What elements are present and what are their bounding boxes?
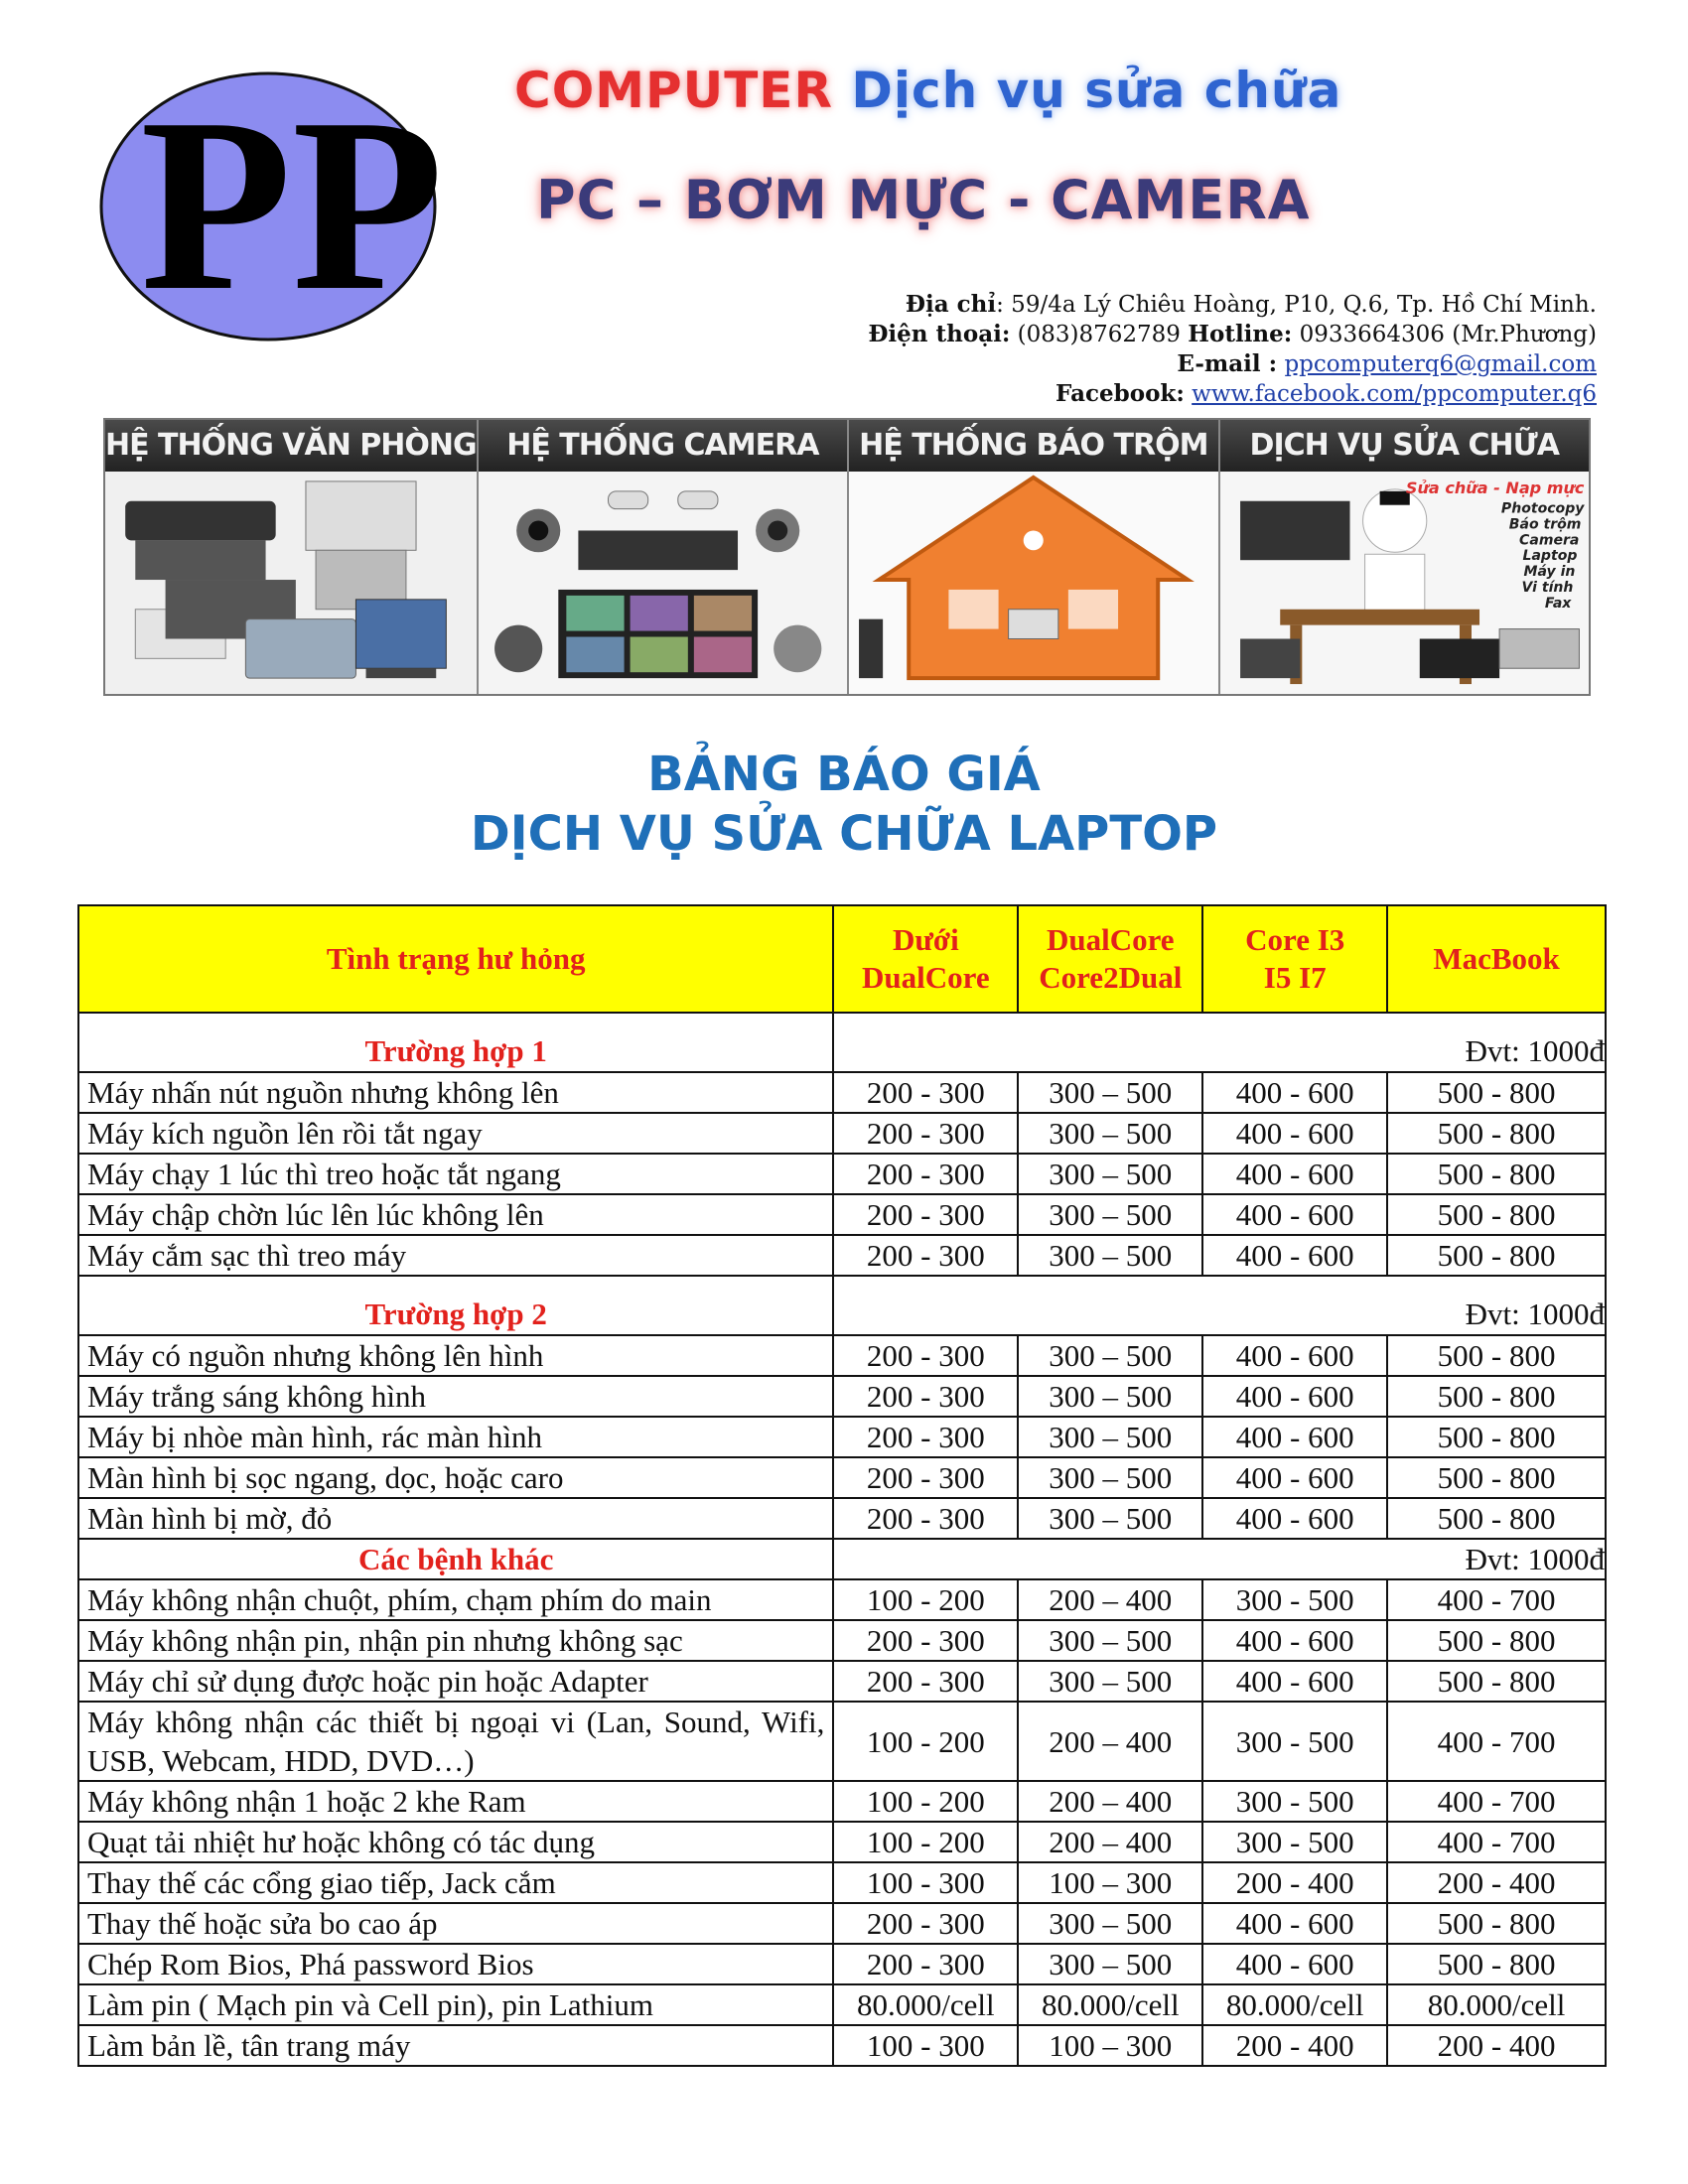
price-cell: 200 – 400 xyxy=(1018,1822,1202,1862)
price-cell: 100 – 300 xyxy=(1018,2025,1202,2066)
table-row xyxy=(78,1781,1606,1822)
phone-line: Điện thoại: (083)8762789 Hotline: 0933664306 (Mr.Phương) xyxy=(868,321,1597,347)
price-cell: 200 - 300 xyxy=(833,1620,1018,1661)
table-header-row xyxy=(78,905,1606,1013)
table-row xyxy=(78,1862,1606,1903)
table-row xyxy=(78,1154,1606,1194)
price-cell: 300 - 500 xyxy=(1202,1702,1387,1781)
repair-list-2: Báo trộm xyxy=(1508,516,1581,533)
price-cell: 300 – 500 xyxy=(1018,1620,1202,1661)
condition-cell: Màn hình bị mờ, đỏ xyxy=(78,1498,833,1539)
price-cell: 200 - 300 xyxy=(833,1417,1018,1457)
price-cell: 500 - 800 xyxy=(1387,1194,1606,1235)
condition-cell: Máy kích nguồn lên rồi tắt ngay xyxy=(78,1113,833,1154)
price-cell: 200 - 300 xyxy=(833,1376,1018,1417)
price-cell: 400 - 700 xyxy=(1387,1822,1606,1862)
condition-cell: Máy nhấn nút nguồn nhưng không lên xyxy=(78,1072,833,1113)
table-row xyxy=(78,1113,1606,1154)
price-cell: 200 - 300 xyxy=(833,1154,1018,1194)
table-row xyxy=(78,1702,1606,1781)
price-cell: 100 - 300 xyxy=(833,1862,1018,1903)
condition-cell: Máy cắm sạc thì treo máy xyxy=(78,1235,833,1276)
office-equipment-illustration xyxy=(105,472,477,694)
table-row xyxy=(78,1376,1606,1417)
price-cell: 400 - 600 xyxy=(1202,1498,1387,1539)
col-header-below-dualcore: Dưới DualCore xyxy=(833,905,1018,1013)
price-cell: 300 – 500 xyxy=(1018,1457,1202,1498)
repair-list-6: Vi tính xyxy=(1521,579,1573,596)
price-cell: 200 - 300 xyxy=(833,1457,1018,1498)
address-line: Địa chỉ: 59/4a Lý Chiêu Hoàng, P10, Q.6, Tp. Hồ Chí Minh. xyxy=(905,291,1597,318)
price-cell: 80.000/cell xyxy=(1387,1984,1606,2025)
section-name: Các bệnh khác xyxy=(78,1539,833,1579)
table-row xyxy=(78,1417,1606,1457)
banner-camera xyxy=(479,420,849,694)
repair-service-illustration xyxy=(1220,472,1589,694)
price-cell: 300 – 500 xyxy=(1018,1944,1202,1984)
price-cell: 400 - 600 xyxy=(1202,1417,1387,1457)
col-header-macbook: MacBook xyxy=(1387,905,1606,1013)
table-row xyxy=(78,2025,1606,2066)
price-cell: 200 - 400 xyxy=(1202,1862,1387,1903)
price-cell: 300 – 500 xyxy=(1018,1335,1202,1376)
table-row xyxy=(78,1072,1606,1113)
email-line: E-mail : ppcomputerq6@gmail.com xyxy=(1177,350,1597,377)
price-cell: 500 - 800 xyxy=(1387,1903,1606,1944)
price-cell: 400 - 600 xyxy=(1202,1335,1387,1376)
price-cell: 200 - 300 xyxy=(833,1498,1018,1539)
price-cell: 300 – 500 xyxy=(1018,1072,1202,1113)
col-header-condition: Tình trạng hư hỏng xyxy=(78,905,833,1013)
price-cell: 200 - 300 xyxy=(833,1072,1018,1113)
price-cell: 300 – 500 xyxy=(1018,1903,1202,1944)
price-cell: 300 - 500 xyxy=(1202,1781,1387,1822)
logo-text: PP xyxy=(140,68,444,342)
table-row xyxy=(78,1498,1606,1539)
table-row xyxy=(78,1579,1606,1620)
banner-office xyxy=(105,420,479,694)
price-cell: 400 - 600 xyxy=(1202,1903,1387,1944)
email-link[interactable]: ppcomputerq6@gmail.com xyxy=(1284,351,1597,377)
price-cell: 400 - 600 xyxy=(1202,1661,1387,1702)
price-cell: 200 - 400 xyxy=(1387,2025,1606,2066)
brand-rest: Dịch vụ sửa chữa xyxy=(851,62,1342,119)
contact-block xyxy=(868,290,1597,409)
section-name: Trường hợp 1 xyxy=(78,1013,833,1072)
price-cell: 100 - 300 xyxy=(833,2025,1018,2066)
alarm-house-illustration xyxy=(849,472,1217,694)
price-cell: 200 - 300 xyxy=(833,1235,1018,1276)
section-name: Trường hợp 2 xyxy=(78,1276,833,1335)
price-cell: 400 - 600 xyxy=(1202,1235,1387,1276)
condition-cell: Máy bị nhòe màn hình, rác màn hình xyxy=(78,1417,833,1457)
condition-cell: Máy không nhận các thiết bị ngoại vi (Lan, Sound, Wifi, USB, Webcam, HDD, DVD…) xyxy=(78,1702,833,1781)
banner-alarm-title: HỆ THỐNG BÁO TRỘM xyxy=(849,420,1217,472)
table-row xyxy=(78,1235,1606,1276)
table-row xyxy=(78,1984,1606,2025)
condition-cell: Máy trắng sáng không hình xyxy=(78,1376,833,1417)
price-cell: 500 - 800 xyxy=(1387,1113,1606,1154)
price-cell: 200 - 300 xyxy=(833,1194,1018,1235)
price-cell: 300 - 500 xyxy=(1202,1579,1387,1620)
facebook-line: Facebook: www.facebook.com/ppcomputer.q6 xyxy=(1055,380,1597,407)
price-cell: 500 - 800 xyxy=(1387,1417,1606,1457)
table-row xyxy=(78,1944,1606,1984)
table-row xyxy=(78,1335,1606,1376)
condition-cell: Làm pin ( Mạch pin và Cell pin), pin Lathium xyxy=(78,1984,833,2025)
price-cell: 400 - 600 xyxy=(1202,1944,1387,1984)
price-cell: 100 – 300 xyxy=(1018,1862,1202,1903)
price-cell: 80.000/cell xyxy=(1018,1984,1202,2025)
condition-cell: Thay thế các cổng giao tiếp, Jack cắm xyxy=(78,1862,833,1903)
section-header-row xyxy=(78,1539,1606,1579)
price-cell: 100 - 200 xyxy=(833,1822,1018,1862)
price-cell: 500 - 800 xyxy=(1387,1235,1606,1276)
condition-cell: Máy chỉ sử dụng được hoặc pin hoặc Adapter xyxy=(78,1661,833,1702)
price-cell: 400 - 700 xyxy=(1387,1579,1606,1620)
banner-office-title: HỆ THỐNG VĂN PHÒNG xyxy=(105,420,477,472)
price-cell: 200 - 300 xyxy=(833,1335,1018,1376)
price-cell: 300 – 500 xyxy=(1018,1376,1202,1417)
condition-cell: Chép Rom Bios, Phá password Bios xyxy=(78,1944,833,1984)
price-cell: 400 - 700 xyxy=(1387,1781,1606,1822)
price-cell: 200 – 400 xyxy=(1018,1781,1202,1822)
camera-system-illustration xyxy=(479,472,847,694)
price-cell: 300 – 500 xyxy=(1018,1661,1202,1702)
repair-list-7: Fax xyxy=(1544,595,1571,612)
col-header-dualcore: DualCore Core2Dual xyxy=(1018,905,1202,1013)
price-cell: 500 - 800 xyxy=(1387,1072,1606,1113)
price-cell: 100 - 200 xyxy=(833,1579,1018,1620)
price-cell: 400 - 600 xyxy=(1202,1620,1387,1661)
price-cell: 500 - 800 xyxy=(1387,1661,1606,1702)
price-list-title: BẢNG BÁO GIÁ xyxy=(647,747,1041,802)
price-cell: 400 - 600 xyxy=(1202,1457,1387,1498)
condition-cell: Màn hình bị sọc ngang, dọc, hoặc caro xyxy=(78,1457,833,1498)
price-cell: 200 - 400 xyxy=(1202,2025,1387,2066)
price-cell: 500 - 800 xyxy=(1387,1154,1606,1194)
price-cell: 200 – 400 xyxy=(1018,1579,1202,1620)
table-row xyxy=(78,1822,1606,1862)
price-cell: 300 - 500 xyxy=(1202,1822,1387,1862)
price-cell: 200 - 300 xyxy=(833,1903,1018,1944)
repair-list-3: Camera xyxy=(1518,532,1579,549)
facebook-link[interactable]: www.facebook.com/ppcomputer.q6 xyxy=(1192,381,1597,407)
price-cell: 200 - 300 xyxy=(833,1944,1018,1984)
brand-heading xyxy=(514,62,1341,119)
repair-list-0: Sửa chữa - Nạp mực xyxy=(1405,478,1584,497)
price-cell: 400 - 600 xyxy=(1202,1376,1387,1417)
pp-logo xyxy=(99,68,485,343)
table-row xyxy=(78,1457,1606,1498)
banner-camera-title: HỆ THỐNG CAMERA xyxy=(479,420,847,472)
section-unit: Đvt: 1000đ xyxy=(833,1276,1606,1335)
banner-alarm xyxy=(849,420,1219,694)
price-cell: 400 - 600 xyxy=(1202,1113,1387,1154)
price-cell: 400 - 600 xyxy=(1202,1194,1387,1235)
price-cell: 400 - 700 xyxy=(1387,1702,1606,1781)
price-cell: 500 - 800 xyxy=(1387,1376,1606,1417)
section-unit: Đvt: 1000đ xyxy=(833,1013,1606,1072)
section-unit: Đvt: 1000đ xyxy=(833,1539,1606,1579)
tagline: PC – BƠM MỰC - CAMERA xyxy=(536,169,1311,231)
condition-cell: Máy chạy 1 lúc thì treo hoặc tắt ngang xyxy=(78,1154,833,1194)
price-cell: 200 - 400 xyxy=(1387,1862,1606,1903)
price-cell: 500 - 800 xyxy=(1387,1457,1606,1498)
price-cell: 400 - 600 xyxy=(1202,1154,1387,1194)
col-header-core-i: Core I3 I5 I7 xyxy=(1202,905,1387,1013)
table-row xyxy=(78,1620,1606,1661)
section-header-row xyxy=(78,1013,1606,1072)
section-header-row xyxy=(78,1276,1606,1335)
condition-cell: Máy không nhận 1 hoặc 2 khe Ram xyxy=(78,1781,833,1822)
price-cell: 300 – 500 xyxy=(1018,1113,1202,1154)
condition-cell: Máy không nhận pin, nhận pin nhưng không sạc xyxy=(78,1620,833,1661)
banner-repair xyxy=(1220,420,1589,694)
repair-list-1: Photocopy xyxy=(1500,500,1584,517)
brand-word: COMPUTER xyxy=(514,62,833,119)
price-cell: 100 - 200 xyxy=(833,1781,1018,1822)
price-cell: 500 - 800 xyxy=(1387,1498,1606,1539)
banner-repair-title: DỊCH VỤ SỬA CHỮA xyxy=(1220,420,1589,472)
condition-cell: Làm bản lề, tân trang máy xyxy=(78,2025,833,2066)
condition-cell: Quạt tải nhiệt hư hoặc không có tác dụng xyxy=(78,1822,833,1862)
price-cell: 200 - 300 xyxy=(833,1113,1018,1154)
table-row xyxy=(78,1903,1606,1944)
price-table xyxy=(77,904,1607,2067)
service-banner xyxy=(103,418,1591,696)
price-cell: 200 – 400 xyxy=(1018,1702,1202,1781)
price-cell: 300 – 500 xyxy=(1018,1154,1202,1194)
price-cell: 300 – 500 xyxy=(1018,1498,1202,1539)
price-cell: 200 - 300 xyxy=(833,1661,1018,1702)
price-cell: 500 - 800 xyxy=(1387,1335,1606,1376)
price-cell: 80.000/cell xyxy=(1202,1984,1387,2025)
price-cell: 300 – 500 xyxy=(1018,1194,1202,1235)
price-list-subtitle: DỊCH VỤ SỬA CHỮA LAPTOP xyxy=(470,806,1218,862)
price-cell: 500 - 800 xyxy=(1387,1944,1606,1984)
price-cell: 300 – 500 xyxy=(1018,1235,1202,1276)
price-cell: 400 - 600 xyxy=(1202,1072,1387,1113)
price-cell: 100 - 200 xyxy=(833,1702,1018,1781)
repair-list-5: Máy in xyxy=(1523,564,1575,581)
condition-cell: Máy chập chờn lúc lên lúc không lên xyxy=(78,1194,833,1235)
condition-cell: Thay thế hoặc sửa bo cao áp xyxy=(78,1903,833,1944)
price-cell: 500 - 800 xyxy=(1387,1620,1606,1661)
price-cell: 80.000/cell xyxy=(833,1984,1018,2025)
repair-list-4: Laptop xyxy=(1522,548,1577,565)
condition-cell: Máy không nhận chuột, phím, chạm phím do main xyxy=(78,1579,833,1620)
table-row xyxy=(78,1194,1606,1235)
table-row xyxy=(78,1661,1606,1702)
price-cell: 300 – 500 xyxy=(1018,1417,1202,1457)
condition-cell: Máy có nguồn nhưng không lên hình xyxy=(78,1335,833,1376)
